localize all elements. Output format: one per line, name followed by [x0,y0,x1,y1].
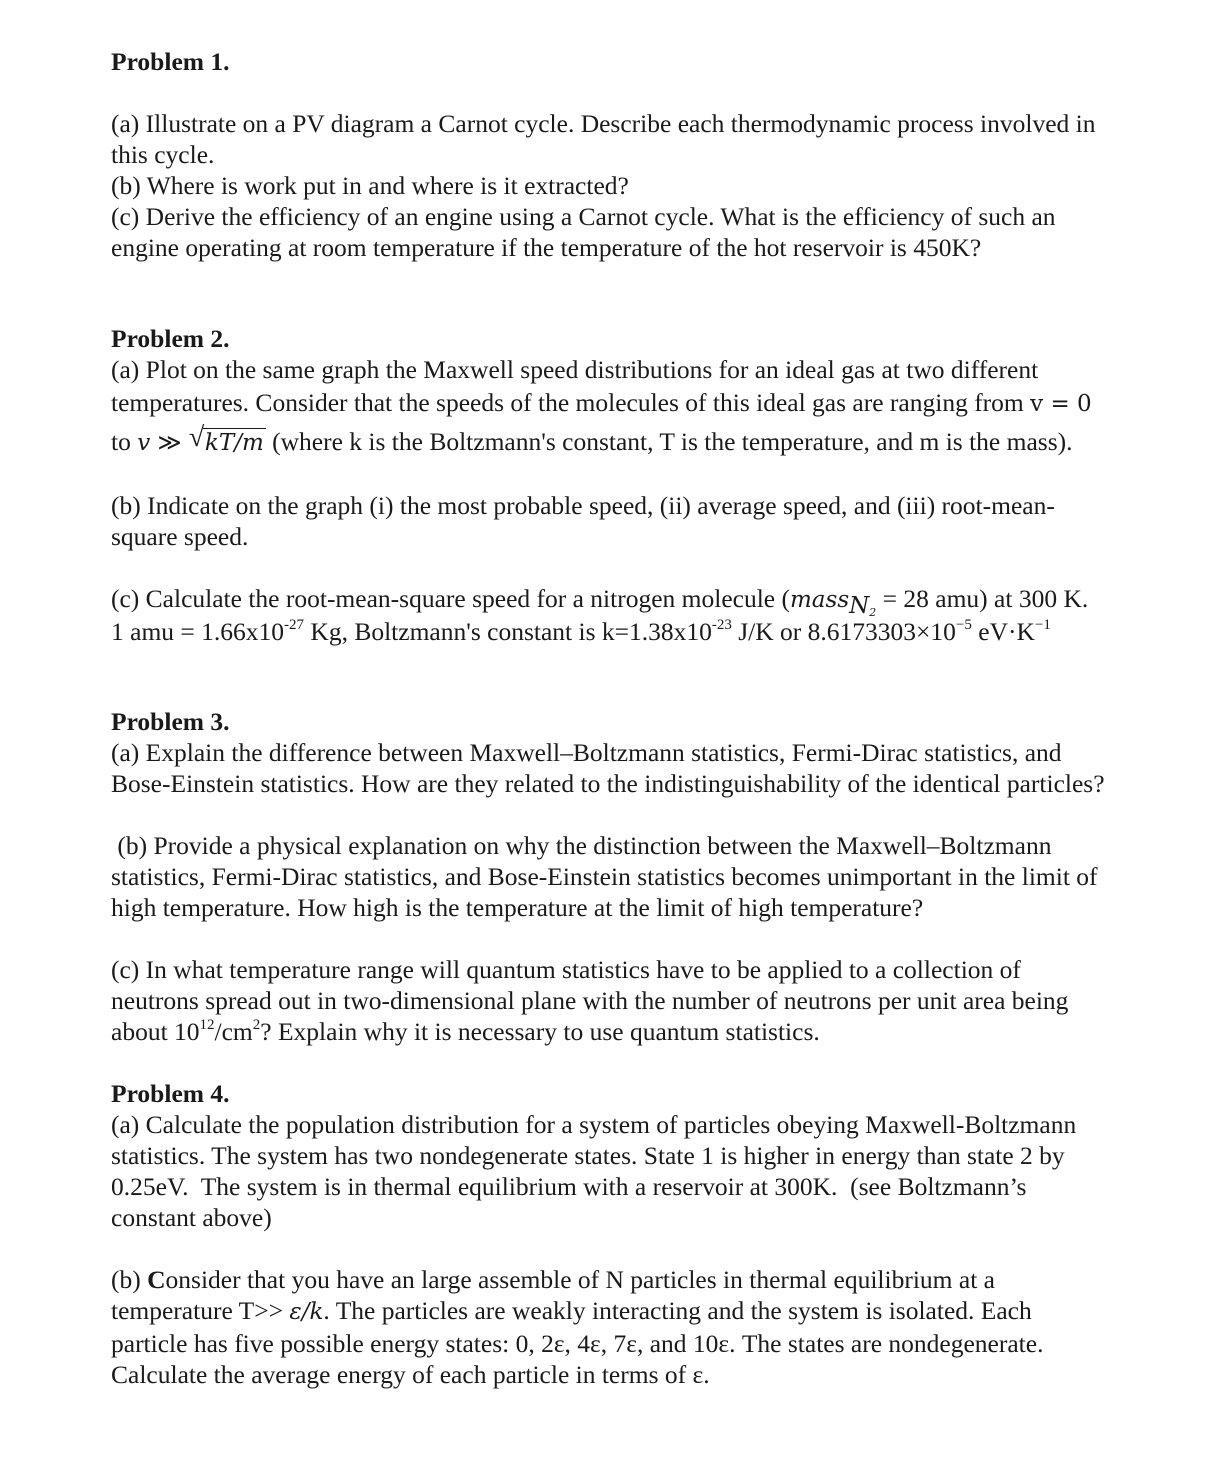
sqrt-expression [188,422,266,457]
speed-variable: v [137,430,151,456]
problem-2a-line-3-rest: (where k is the Boltzmann's constant, T is the temperature, and m is the mass). [265,427,1073,456]
ev-unit-exponent: −1 [1034,617,1051,633]
boltzmann-ev-text: J/K or 8.6173303×10 [731,617,956,646]
problem-2b-line-1: (b) Indicate on the graph (i) the most probable speed, (ii) average speed, and (iii) root-mean- [111,491,1055,520]
problem-4b-line-1 [111,1264,1191,1295]
problem-4b-line-2 [111,1295,1191,1328]
ev-unit-text: eV·K [971,617,1035,646]
to-word: to [111,427,138,456]
amu-exponent: -27 [284,617,305,633]
density-exponent: 12 [199,1017,215,1033]
problem-3b-line-1: (b) Provide a physical explanation on why the distinction between the Maxwell–Boltzmann [111,831,1052,860]
problem-4b-line-3: particle has five possible energy states: 0, 2ε, 4ε, 7ε, and 10ε. The states are nondegenerate. [111,1329,1044,1358]
problem-2-title: Problem 2. [111,324,230,353]
problem-2c-pre: (c) Calculate the root-mean-square speed for a nitrogen molecule ( [111,584,790,613]
amu-text: 1 amu = 1.66x10 [111,617,285,646]
problem-4b-bold-letter: C [147,1265,166,1294]
mass-subscript-n: N [849,593,870,619]
much-greater-symbol: ≫ [150,430,189,456]
problem-4-title: Problem 4. [111,1079,230,1108]
problem-3-title: Problem 3. [111,707,230,736]
problem-3c-line-2: neutrons spread out in two-dimensional plane with the number of neutrons per unit area being [111,986,1069,1015]
problem-4b-label: (b) [111,1265,148,1294]
problem-1 [111,46,1191,263]
boltzmann-ev-exponent: −5 [955,617,972,633]
speed-range-start: v = 0 [1030,391,1092,417]
problem-4a-line-2: statistics. The system has two nondegenerate states. State 1 is higher in energy than state 2 by [111,1141,1065,1170]
problem-4b-line-1-rest: onsider that you have an large assemble of N particles in thermal equilibrium at a [165,1265,995,1294]
problem-1c-line-2: engine operating at room temperature if the temperature of the hot reservoir is 450K? [111,233,982,262]
problem-3b-line-2: statistics, Fermi-Dirac statistics, and Bose-Einstein statistics becomes unimportant in the limit of [111,862,1098,891]
problem-3 [111,706,1191,1047]
boltzmann-text: Kg, Boltzmann's constant is k=1.38x10 [304,617,712,646]
problem-3c-line-3 [111,1016,1191,1047]
problem-4a-line-3: 0.25eV. The system is in thermal equilibrium with a reservoir at 300K. (see Boltzmann’s [111,1172,1027,1201]
problem-4b-line-2-pre: temperature T>> [111,1296,290,1325]
problem-3b-line-3: high temperature. How high is the temperature at the limit of high temperature? [111,893,924,922]
problem-4a-line-1: (a) Calculate the population distribution for a system of particles obeying Maxwell-Boltzmann [111,1110,1077,1139]
problem-4b-line-4: Calculate the average energy of each particle in terms of ε. [111,1360,710,1389]
problem-2c-post: = 28 amu) at 300 K. [876,584,1089,613]
problem-1b-line-1: (b) Where is work put in and where is it extracted? [111,171,629,200]
boltzmann-exponent: -23 [711,617,732,633]
mass-subscript-2: 2 [869,606,877,619]
sqrt-radicand: kT/m [204,430,264,456]
problem-1-title: Problem 1. [111,47,230,76]
problem-4 [111,1078,1191,1390]
problem-3a-line-2: Bose-Einstein statistics. How are they related to the indistinguishability of the identical particles? [111,769,1105,798]
density-text: about 10 [111,1017,200,1046]
problem-2c-line-1 [111,583,1191,619]
mass-symbol: mass [790,587,850,613]
problem-2b-line-2: square speed. [111,522,249,551]
problem-3c-rest: ? Explain why it is necessary to use quantum statistics. [260,1017,820,1046]
problem-2a-line-2-text: temperatures. Consider that the speeds of the molecules of this ideal gas are ranging from [111,388,1031,417]
problem-4b-line-2-rest: . The particles are weakly interacting and the system is isolated. Each [323,1296,1032,1325]
area-unit-exponent: 2 [252,1017,261,1033]
problem-4a-line-4: constant above) [111,1203,272,1232]
radical-sign: √ [188,422,205,453]
document-page [111,46,1191,1390]
problem-2 [111,323,1191,647]
problem-3a-line-1: (a) Explain the difference between Maxwell–Boltzmann statistics, Fermi-Dirac statistics, and [111,738,1062,767]
problem-3c-line-1: (c) In what temperature range will quantum statistics have to be applied to a collection of [111,955,1021,984]
area-unit-text: /cm [214,1017,253,1046]
problem-2a-line-2 [111,387,1191,420]
epsilon-over-k: ε/k [289,1299,324,1325]
problem-1c-line-1: (c) Derive the efficiency of an engine using a Carnot cycle. What is the efficiency of such an [111,202,1056,231]
problem-2c-line-2 [111,616,1191,647]
problem-1a-line-1: (a) Illustrate on a PV diagram a Carnot cycle. Describe each thermodynamic process involved in [111,109,1096,138]
problem-2a-line-3 [111,422,1191,459]
problem-1a-line-2: this cycle. [111,140,215,169]
problem-2a-line-1: (a) Plot on the same graph the Maxwell speed distributions for an ideal gas at two different [111,355,1039,384]
